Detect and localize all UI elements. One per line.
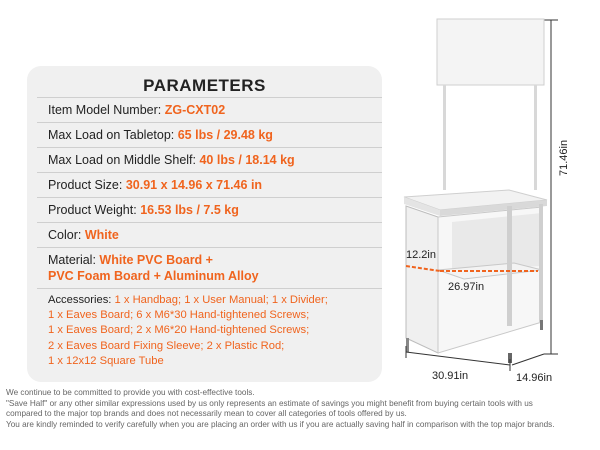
parameters-card — [27, 66, 382, 382]
disclaimer-line: You are kindly reminded to verify carefully when you are placing an order with us if you are actually saving half in comparison with the top major brands. — [6, 419, 555, 429]
promo-counter-image — [392, 8, 600, 388]
param-row-model — [37, 97, 382, 122]
param-value: 30.91 x 14.96 x 71.46 in — [125, 178, 263, 192]
param-row-weight — [37, 197, 382, 222]
param-value: 2 x Eaves Board Fixing Sleeve; 2 x Plastic Rod; — [48, 339, 285, 352]
param-value: 16.53 lbs / 7.5 kg — [140, 203, 239, 217]
param-row-accessories — [37, 288, 382, 373]
param-value: PVC Foam Board + Aluminum Alloy — [48, 269, 259, 283]
param-row-color — [37, 222, 382, 247]
disclaimer-line: We continue to be committed to provide you with cost-effective tools. — [6, 388, 255, 397]
param-value: 40 lbs / 18.14 kg — [199, 153, 295, 167]
width-inner-dimension-label: 26.97in — [448, 281, 485, 293]
param-label: Material: — [48, 253, 100, 267]
height-dimension-label: 71.46in — [558, 139, 570, 176]
disclaimer — [6, 388, 596, 430]
param-value: 65 lbs / 29.48 kg — [177, 128, 273, 142]
parameters-title: PARAMETERS — [143, 76, 266, 95]
param-label: Accessories: — [48, 294, 115, 306]
param-label: Max Load on Tabletop: — [48, 128, 178, 142]
param-value: 1 x Eaves Board; 6 x M6*30 Hand-tightened Screws; — [48, 309, 310, 322]
product-illustration — [392, 8, 600, 388]
param-value: 1 x Eaves Board; 2 x M6*20 Hand-tightened Screws; — [48, 324, 310, 337]
param-row-tabletop-load — [37, 122, 382, 147]
param-value: 1 x 12x12 Square Tube — [48, 354, 164, 367]
param-label: Max Load on Middle Shelf: — [48, 153, 200, 167]
disclaimer-line: "Save Half" or any other similar expressions used by us only represents an estimate of savings you might benefit from buying certain tools with us — [6, 398, 533, 408]
param-label: Product Weight: — [48, 203, 141, 217]
param-value: White PVC Board + — [99, 253, 213, 267]
param-value: ZG-CXT02 — [164, 103, 226, 117]
param-row-shelf-load — [37, 147, 382, 172]
param-label: Product Size: — [48, 178, 126, 192]
depth-dimension-label: 14.96in — [516, 372, 553, 384]
width-dimension-label: 30.91in — [432, 370, 469, 382]
param-value: 1 x Handbag; 1 x User Manual; 1 x Divider; — [114, 294, 328, 306]
param-label: Color: — [48, 228, 85, 242]
depth-inner-dimension-label: 12.2in — [406, 249, 436, 261]
param-value: White — [84, 228, 119, 242]
param-label: Item Model Number: — [48, 103, 165, 117]
parameters-list — [37, 97, 382, 373]
disclaimer-line: compared to the major top brands and does not necessarily mean to cover all categories of tools offered by us. — [6, 409, 407, 419]
param-row-material — [37, 247, 382, 288]
param-row-size — [37, 172, 382, 197]
